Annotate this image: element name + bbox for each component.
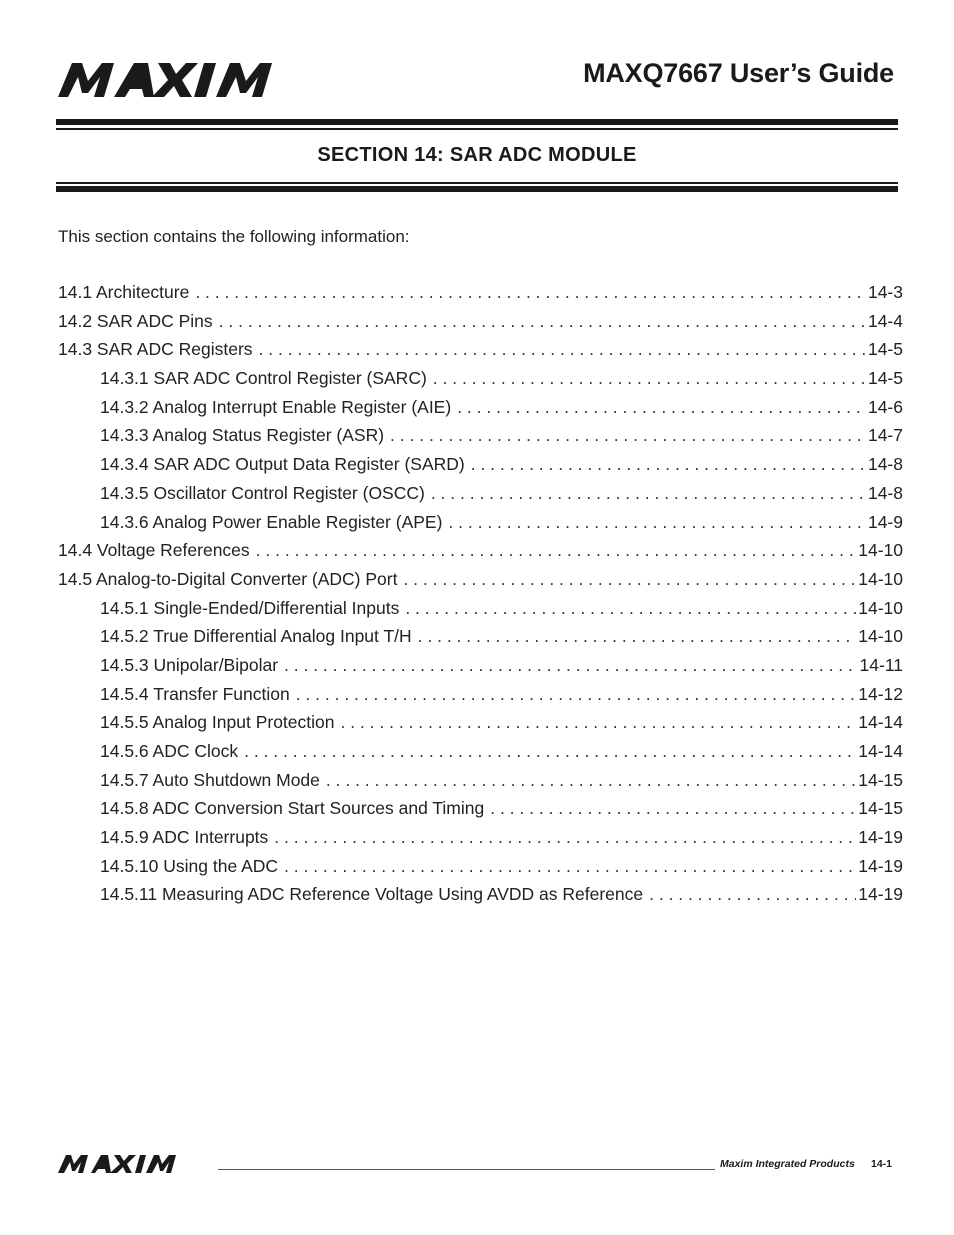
toc-entry-page: 14-10	[858, 540, 903, 561]
toc-entry-page: 14-6	[867, 396, 903, 417]
document-title: MAXQ7667 User’s Guide	[583, 58, 894, 88]
toc-entry-label: 14.5.9 ADC Interrupts	[100, 827, 269, 848]
toc-dot-leader	[457, 397, 866, 418]
toc-entry-label: 14.3.1 SAR ADC Control Register (SARC)	[100, 368, 427, 389]
toc-entry-page: 14-3	[867, 282, 903, 302]
toc-subentry[interactable]	[58, 454, 903, 483]
toc-entry-label: 14.5.3 Unipolar/Bipolar	[100, 654, 279, 675]
toc-entry-label: 14.3.6 Analog Power Enable Register (APE)	[100, 511, 443, 532]
footer-rule	[218, 1169, 715, 1170]
toc-dot-leader	[274, 827, 856, 848]
toc-entry-page: 14-9	[867, 511, 903, 532]
toc-dot-leader	[390, 425, 866, 446]
toc-entry-label: 14.5.10 Using the ADC	[100, 855, 279, 876]
toc-entry-page: 14-19	[858, 827, 903, 848]
toc-subentry[interactable]	[58, 684, 903, 713]
section-rule-thick	[56, 186, 898, 192]
toc-dot-leader	[296, 684, 857, 705]
toc-dot-leader	[418, 626, 857, 647]
toc-entry-page: 14-5	[867, 339, 903, 360]
toc-dot-leader	[403, 569, 856, 590]
toc-entry-page: 14-10	[858, 626, 903, 647]
toc-dot-leader	[431, 483, 866, 504]
toc-entry-page: 14-12	[858, 683, 903, 704]
toc-entry-label: 14.1 Architecture	[58, 282, 190, 302]
toc-subentry[interactable]	[58, 884, 903, 913]
toc-dot-leader	[195, 282, 866, 303]
toc-dot-leader	[433, 368, 866, 389]
toc-subentry[interactable]	[58, 741, 903, 770]
toc-dot-leader	[448, 512, 866, 533]
toc-subentry[interactable]	[58, 798, 903, 827]
footer-company-name: Maxim Integrated Products	[720, 1158, 855, 1170]
toc-subentry[interactable]	[58, 598, 903, 627]
toc-subentry[interactable]	[58, 397, 903, 426]
section-title: SECTION 14: SAR ADC MODULE	[317, 144, 637, 166]
maxim-logo	[58, 63, 326, 97]
toc-entry[interactable]	[58, 569, 903, 598]
toc-subentry[interactable]	[58, 655, 903, 684]
toc-entry-page: 14-19	[858, 855, 903, 876]
toc-entry-label: 14.5.6 ADC Clock	[100, 741, 239, 761]
toc-entry-label: 14.2 SAR ADC Pins	[58, 310, 213, 331]
toc-subentry[interactable]	[58, 856, 903, 885]
toc-entry-label: 14.5 Analog-to-Digital Converter (ADC) Port	[58, 568, 398, 589]
toc-entry-label: 14.5.8 ADC Conversion Start Sources and Timing	[100, 798, 485, 819]
toc-subentry[interactable]	[58, 827, 903, 856]
toc-subentry[interactable]	[58, 368, 903, 397]
toc-entry-page: 14-10	[858, 597, 903, 618]
toc-entry-page: 14-4	[867, 310, 903, 331]
toc-dot-leader	[244, 741, 856, 762]
toc-subentry[interactable]	[58, 770, 903, 799]
toc-entry-label: 14.5.2 True Differential Analog Input T/H	[100, 626, 412, 647]
toc-dot-leader	[490, 798, 856, 819]
toc-entry[interactable]	[58, 339, 903, 368]
footer-page-number: 14-1	[871, 1158, 893, 1170]
toc-entry-page: 14-7	[867, 425, 903, 446]
toc-subentry[interactable]	[58, 626, 903, 655]
toc-entry-page: 14-14	[858, 741, 903, 761]
toc-entry-label: 14.3.3 Analog Status Register (ASR)	[100, 425, 385, 446]
footer-maxim-logo	[58, 1155, 208, 1173]
toc-entry-label: 14.3.4 SAR ADC Output Data Register (SARD)	[100, 454, 465, 475]
toc-dot-leader	[284, 856, 856, 877]
toc-dot-leader	[219, 311, 866, 332]
toc-entry-page: 14-14	[858, 712, 903, 733]
toc-entry-page: 14-15	[858, 798, 903, 819]
toc-entry-label: 14.5.1 Single-Ended/Differential Inputs	[100, 597, 400, 618]
toc-dot-leader	[405, 598, 856, 619]
toc-dot-leader	[340, 712, 856, 733]
toc-dot-leader	[649, 884, 856, 905]
toc-subentry[interactable]	[58, 483, 903, 512]
header-rule-thin	[56, 128, 898, 130]
toc-entry[interactable]	[58, 311, 903, 340]
toc-entry-label: 14.5.4 Transfer Function	[100, 683, 290, 704]
header-rule-thick	[56, 119, 898, 125]
toc-subentry[interactable]	[58, 512, 903, 541]
toc-entry-page: 14-15	[858, 769, 903, 790]
toc-entry[interactable]	[58, 282, 903, 311]
toc-entry-page: 14-10	[858, 568, 903, 589]
toc-entry-label: 14.5.11 Measuring ADC Reference Voltage Using AVDD as Reference	[100, 884, 644, 905]
toc-dot-leader	[259, 339, 866, 360]
toc-entry-page: 14-5	[867, 368, 903, 389]
toc-dot-leader	[471, 454, 866, 475]
toc-entry-label: 14.3.2 Analog Interrupt Enable Register (AIE)	[100, 396, 452, 417]
section-rule-thin	[56, 182, 898, 184]
toc-entry-page: 14-11	[859, 654, 903, 675]
toc-dot-leader	[284, 655, 858, 676]
toc-entry-label: 14.3.5 Oscillator Control Register (OSCC)	[100, 482, 425, 503]
toc-entry-page: 14-8	[867, 482, 903, 503]
toc-entry-label: 14.4 Voltage References	[58, 540, 250, 561]
toc-dot-leader	[326, 770, 856, 791]
toc-entry-label: 14.5.7 Auto Shutdown Mode	[100, 769, 320, 790]
toc-entry-page: 14-8	[867, 454, 903, 475]
toc-subentry[interactable]	[58, 425, 903, 454]
toc-subentry[interactable]	[58, 712, 903, 741]
toc-dot-leader	[256, 540, 857, 561]
toc-entry-label: 14.5.5 Analog Input Protection	[100, 712, 335, 733]
toc-entry-page: 14-19	[858, 884, 903, 905]
toc-entry[interactable]	[58, 540, 903, 569]
table-of-contents	[58, 282, 903, 913]
toc-entry-label: 14.3 SAR ADC Registers	[58, 339, 253, 360]
intro-text: This section contains the following information:	[58, 227, 410, 246]
